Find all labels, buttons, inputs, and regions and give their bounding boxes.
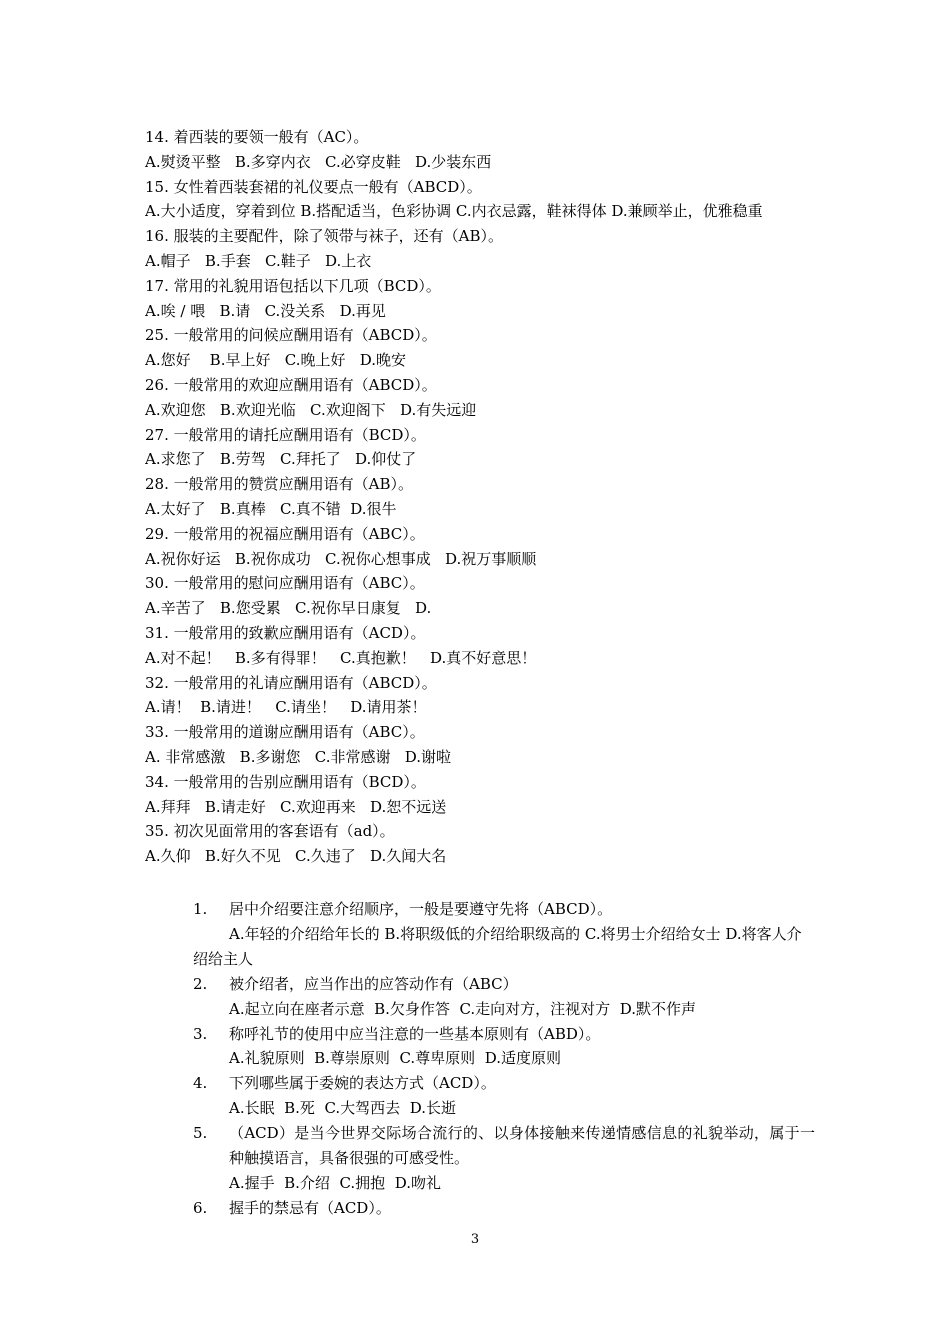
question-options-4: A.长眠 B.死 C.大驾西去 D.长逝	[229, 1099, 456, 1118]
numbered-question-4	[193, 1071, 815, 1096]
question-number: 1.	[193, 900, 208, 918]
question-list-b	[193, 897, 815, 1221]
question-17: 17. 常用的礼貌用语包括以下几项（BCD）。	[145, 276, 441, 295]
options-25: A.您好 B.早上好 C.晚上好 D.晚安	[145, 351, 407, 370]
question-number: 4.	[193, 1074, 208, 1093]
question-options-1: A.年轻的介绍给年长的 B.将职级低的介绍给职级高的 C.将男士介绍给女士 D.将客人介绍给主人	[193, 924, 802, 968]
question-14: 14. 着西装的要领一般有（AC）。	[145, 128, 369, 146]
question-number: 3.	[193, 1024, 208, 1043]
question-25: 25. 一般常用的问候应酬用语有（ABCD）。	[145, 326, 437, 345]
question-number: 6.	[193, 1198, 208, 1217]
question-30: 30. 一般常用的慰问应酬用语有（ABC）。	[145, 574, 425, 593]
options-15: A.大小适度，穿着到位 B.搭配适当，色彩协调 C.内衣忌露，鞋袜得体 D.兼顾举止，优雅稳重	[145, 202, 763, 221]
options-27: A.求您了 B.劳驾 C.拜托了 D.仰仗了	[145, 450, 417, 469]
question-29: 29. 一般常用的祝福应酬用语有（ABC）。	[145, 524, 425, 543]
question-text: 被介绍者，应当作出的应答动作有（ABC）	[229, 974, 518, 993]
options-16: A.帽子 B.手套 C.鞋子 D.上衣	[145, 251, 372, 270]
question-options-5: A.握手 B.介绍 C.拥抱 D.吻礼	[229, 1173, 441, 1192]
question-text: 居中介绍要注意介绍顺序，一般是要遵守先将（ABCD）。	[229, 900, 613, 918]
question-text: （ACD）是当今世界交际场合流行的、以身体接触来传递情感信息的礼貌举动，属于一种触摸语言，具备很强的可感受性。	[229, 1124, 815, 1168]
page-number: 3	[470, 1232, 480, 1247]
question-16: 16. 服装的主要配件，除了领带与袜子，还有（AB）。	[145, 227, 503, 246]
question-number: 5.	[193, 1124, 208, 1143]
options-32: A.请！ B.请进！ C.请坐！ D.请用茶！	[145, 698, 427, 717]
question-15: 15. 女性着西装套裙的礼仪要点一般有（ABCD）。	[145, 177, 482, 196]
question-31: 31. 一般常用的致歉应酬用语有（ACD）。	[145, 623, 426, 642]
numbered-question-2	[193, 972, 815, 997]
question-33: 33. 一般常用的道谢应酬用语有（ABC）。	[145, 723, 425, 742]
numbered-question-3	[193, 1022, 815, 1047]
numbered-question-1	[193, 897, 815, 922]
question-26: 26. 一般常用的欢迎应酬用语有（ABCD）。	[145, 375, 437, 394]
options-30: A.辛苦了 B.您受累 C.祝你早日康复 D.	[145, 599, 432, 618]
options-17: A.唉 / 喂 B.请 C.没关系 D.再见	[145, 301, 386, 320]
question-32: 32. 一般常用的礼请应酬用语有（ABCD）。	[145, 673, 437, 692]
question-34: 34. 一般常用的告别应酬用语有（BCD）。	[145, 772, 426, 791]
options-31: A.对不起！ B.多有得罪！ C.真抱歉！ D.真不好意思！	[145, 648, 537, 667]
options-34: A.拜拜 B.请走好 C.欢迎再来 D.恕不远送	[145, 797, 447, 816]
options-35: A.久仰 B.好久不见 C.久违了 D.久闻大名	[145, 847, 447, 866]
numbered-question-6	[193, 1196, 815, 1221]
options-26: A.欢迎您 B.欢迎光临 C.欢迎阁下 D.有失远迎	[145, 400, 477, 419]
options-29: A.祝你好运 B.祝你成功 C.祝你心想事成 D.祝万事顺顺	[145, 549, 537, 568]
question-options-2: A.起立向在座者示意 B.欠身作答 C.走向对方，注视对方 D.默不作声	[229, 999, 696, 1018]
question-text: 下列哪些属于委婉的表达方式（ACD）。	[229, 1074, 496, 1093]
question-28: 28. 一般常用的赞赏应酬用语有（AB）。	[145, 475, 413, 494]
options-33: A. 非常感激 B.多谢您 C.非常感谢 D.谢啦	[145, 747, 452, 766]
question-27: 27. 一般常用的请托应酬用语有（BCD）。	[145, 425, 426, 444]
question-options-3: A.礼貌原则 B.尊崇原则 C.尊卑原则 D.适度原则	[229, 1049, 561, 1068]
question-number: 2.	[193, 974, 208, 993]
question-35: 35. 初次见面常用的客套语有（ad）。	[145, 822, 395, 841]
question-list-a	[145, 125, 815, 869]
question-text: 握手的禁忌有（ACD）。	[229, 1198, 391, 1217]
numbered-question-5	[193, 1121, 815, 1171]
options-28: A.太好了 B.真棒 C.真不错 D.很牛	[145, 499, 397, 518]
question-text: 称呼礼节的使用中应当注意的一些基本原则有（ABD）。	[229, 1024, 601, 1043]
options-14: A.熨烫平整 B.多穿内衣 C.必穿皮鞋 D.少装东西	[145, 152, 492, 171]
